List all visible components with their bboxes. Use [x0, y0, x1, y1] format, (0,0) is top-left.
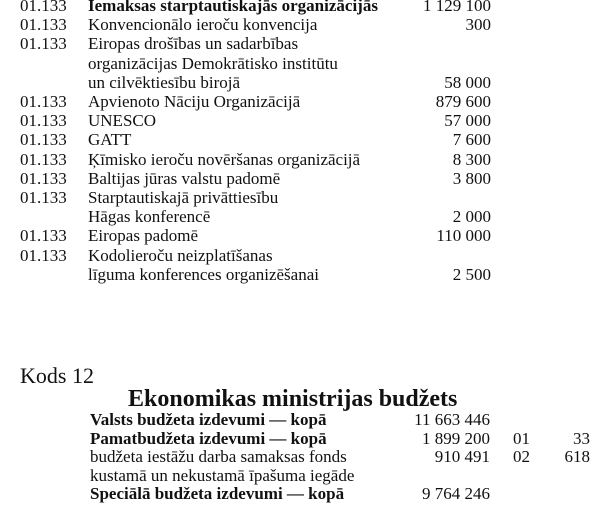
entry-description: Eiropas drošības un sadarbības [88, 34, 299, 54]
entry-amount: 2 000 [452, 207, 491, 227]
summary-amount: 910 491 [434, 447, 490, 467]
entry-description: un cilvēktiesību birojā [88, 72, 241, 92]
summary-label: kustamā un nekustamā īpašuma iegāde [90, 465, 355, 485]
section-title: Ekonomikas ministrijas budžets [128, 386, 458, 412]
entry-code: 01.133 [20, 188, 67, 207]
summary-label: Valsts budžeta izdevumi — kopā [90, 410, 327, 429]
entry-amount: 8 300 [452, 149, 491, 169]
entry-code: 01.133 [20, 149, 67, 169]
section-code: Kods 12 [20, 363, 94, 388]
entry-amount: 879 600 [435, 92, 491, 111]
entry-amount: 110 000 [436, 226, 491, 246]
summary-col-1: 02 [513, 447, 530, 467]
entry-amount: 300 [465, 15, 491, 35]
entry-description: Ķīmisko ieroču novēršanas organizācijā [88, 149, 361, 169]
entry-code: 01.133 [20, 226, 67, 246]
entry-code: 01.133 [20, 130, 67, 150]
entry-description: Apvienoto Nāciju Organizācijā [88, 92, 301, 111]
entry-amount: 57 000 [444, 111, 491, 131]
entry-code: 01.133 [20, 34, 67, 54]
entry-amount: 2 500 [452, 264, 491, 284]
entry-description: Kodolieroču neizplatīšanas [88, 245, 273, 265]
summary-amount: 11 663 446 [414, 410, 490, 429]
entry-amount: 58 000 [444, 72, 491, 92]
entry-code: 01.133 [20, 92, 67, 111]
entry-description: organizācijas Demokrātisko institūtu [88, 53, 338, 73]
entry-description: GATT [88, 130, 132, 150]
entry-description: Hāgas konferencē [88, 207, 211, 227]
summary-col-1: 01 [513, 428, 530, 448]
entry-description: UNESCO [88, 111, 157, 131]
summary-col-2: 33 [573, 428, 590, 448]
summary-col-2: 618 [564, 447, 590, 467]
entry-description: līguma konferences organizēšanai [88, 264, 319, 284]
entry-description: Baltijas jūras valstu padomē [88, 168, 281, 188]
summary-amount: 9 764 246 [422, 484, 490, 504]
entry-description: Konvencionālo ieroču konvencija [88, 15, 318, 35]
summary-amount: 1 899 200 [422, 428, 490, 448]
entry-description: Iemaksas starptautiskajās organizācijās [88, 0, 378, 15]
entry-amount: 7 600 [452, 130, 491, 150]
entry-description: Starptautiskajā privāttiesību [88, 188, 279, 207]
summary-label: Pamatbudžeta izdevumi — kopā [90, 428, 327, 448]
entry-code: 01.133 [20, 0, 67, 15]
entry-code: 01.133 [20, 245, 67, 265]
summary-label: budžeta iestāžu darba samaksas fonds [90, 447, 347, 467]
entry-code: 01.133 [20, 15, 67, 35]
summary-label: Speciālā budžeta izdevumi — kopā [90, 484, 345, 504]
entry-amount: 1 129 100 [423, 0, 491, 15]
entry-description: Eiropas padomē [88, 226, 198, 246]
entry-code: 01.133 [20, 168, 67, 188]
entry-amount: 3 800 [452, 168, 491, 188]
entry-code: 01.133 [20, 111, 67, 131]
